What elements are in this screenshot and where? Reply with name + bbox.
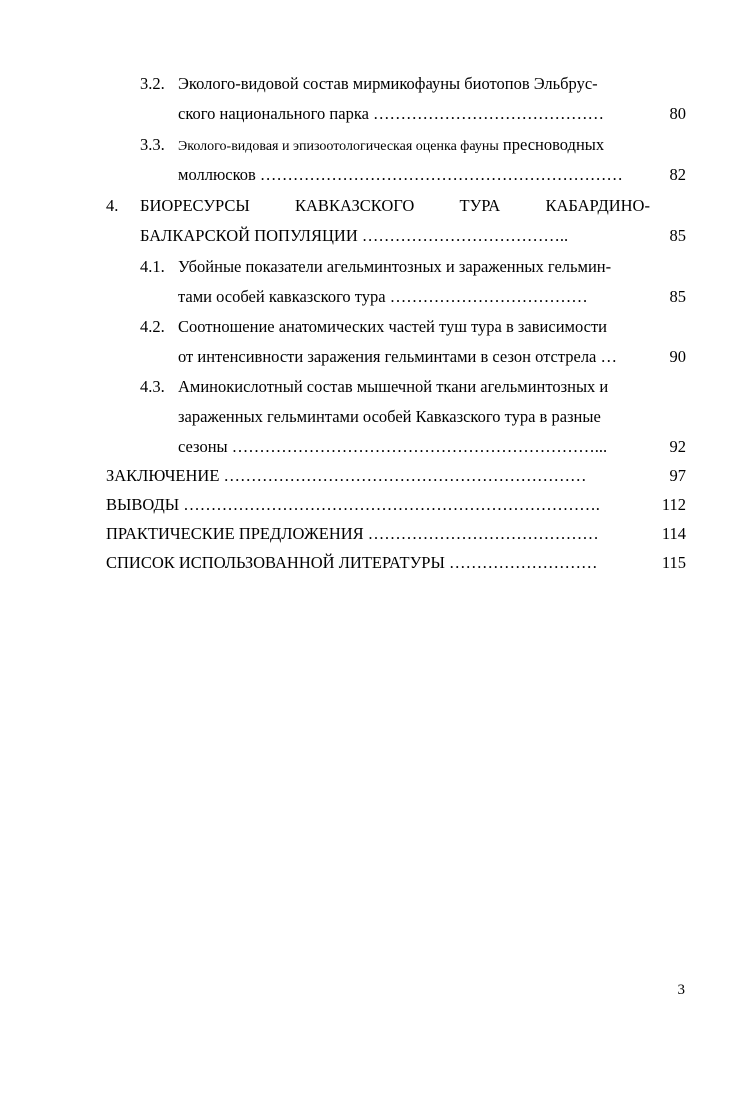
toc-entry-number: 3.3. bbox=[140, 135, 165, 154]
toc-entry-text: зараженных гельминтами особей Кавказского тура в разные bbox=[178, 407, 601, 426]
toc-entry-4-3-cont2[interactable] bbox=[178, 434, 686, 460]
toc-page-number: 112 bbox=[661, 495, 686, 514]
toc-entry-text: от интенсивности заражения гельминтами в сезон отстрела … bbox=[178, 347, 618, 366]
toc-entry-text: моллюсков ………………………………………………………… bbox=[178, 165, 623, 184]
toc-entry-text: Соотношение анатомических частей туш тура в зависимости bbox=[178, 317, 607, 336]
toc-entry-3-3-cont[interactable] bbox=[178, 162, 686, 188]
toc-page-number: 115 bbox=[661, 553, 686, 572]
title-word: КАБАРДИНО- bbox=[545, 196, 650, 215]
toc-entry-references[interactable] bbox=[106, 550, 686, 576]
toc-entry-text: ЗАКЛЮЧЕНИЕ ………………………………………………………… bbox=[106, 466, 587, 485]
toc-page-number: 85 bbox=[669, 226, 686, 245]
toc-entry-number: 4.2. bbox=[140, 317, 165, 336]
toc-entry-number: 4.1. bbox=[140, 257, 165, 276]
toc-entry-number: 4. bbox=[106, 196, 119, 215]
toc-entry-3-2-cont[interactable] bbox=[178, 101, 686, 127]
toc-entry-text: пресноводных bbox=[502, 135, 605, 154]
toc-entry-text: ского национального парка …………………………………… bbox=[178, 104, 605, 123]
toc-entry-4-3-cont[interactable] bbox=[178, 404, 686, 430]
toc-entry-text-small: Эколого-видовая и эпизоотологическая оценка фауны bbox=[178, 139, 499, 154]
toc-entry-3-3[interactable] bbox=[140, 132, 686, 158]
toc-entry-text: БАЛКАРСКОЙ ПОПУЛЯЦИИ ……………………………….. bbox=[140, 226, 569, 245]
toc-chapter-title bbox=[140, 193, 650, 219]
toc-entry-findings[interactable] bbox=[106, 492, 686, 518]
toc-page-number: 90 bbox=[669, 347, 686, 366]
toc-page-number: 114 bbox=[661, 524, 686, 543]
title-word: КАВКАЗСКОГО bbox=[295, 196, 415, 215]
toc-entry-4-2-cont[interactable] bbox=[178, 344, 686, 370]
toc-page-number: 82 bbox=[669, 165, 686, 184]
toc-page-number: 92 bbox=[669, 437, 686, 456]
toc-entry-practical[interactable] bbox=[106, 521, 686, 547]
toc-entry-text: тами особей кавказского тура ……………………………… bbox=[178, 287, 588, 306]
toc-page-number: 85 bbox=[669, 287, 686, 306]
toc-entry-number: 4.3. bbox=[140, 377, 165, 396]
toc-entry-4-cont[interactable] bbox=[140, 223, 686, 249]
toc-entry-conclusion[interactable] bbox=[106, 463, 686, 489]
title-word: ТУРА bbox=[459, 196, 501, 215]
toc-entry-4-2[interactable] bbox=[140, 314, 686, 340]
toc-entry-number: 3.2. bbox=[140, 74, 165, 93]
toc-entry-3-2[interactable] bbox=[140, 71, 686, 97]
toc-entry-text: СПИСОК ИСПОЛЬЗОВАННОЙ ЛИТЕРАТУРЫ ……………………… bbox=[106, 553, 598, 572]
toc-page-number: 97 bbox=[669, 466, 686, 485]
toc-page-number: 80 bbox=[669, 104, 686, 123]
toc-entry-text: Аминокислотный состав мышечной ткани агельминтозных и bbox=[178, 377, 609, 396]
toc-entry-4-1-cont[interactable] bbox=[178, 284, 686, 310]
toc-entry-text: ВЫВОДЫ …………………………………………………………………. bbox=[106, 495, 600, 514]
toc-entry-text: Эколого-видовой состав мирмикофауны биотопов Эльбрус- bbox=[178, 74, 598, 93]
title-word: БИОРЕСУРСЫ bbox=[140, 196, 250, 215]
toc-entry-text: Убойные показатели агельминтозных и зараженных гельмин- bbox=[178, 257, 612, 276]
toc-entry-text: ПРАКТИЧЕСКИЕ ПРЕДЛОЖЕНИЯ …………………………………… bbox=[106, 524, 599, 543]
page-number: 3 bbox=[677, 982, 685, 998]
toc-entry-text: сезоны …………………………………………………………... bbox=[178, 437, 608, 456]
toc-entry-4-1[interactable] bbox=[140, 254, 686, 280]
toc-entry-4-3[interactable] bbox=[140, 374, 686, 400]
toc-entry-4[interactable] bbox=[106, 193, 686, 219]
